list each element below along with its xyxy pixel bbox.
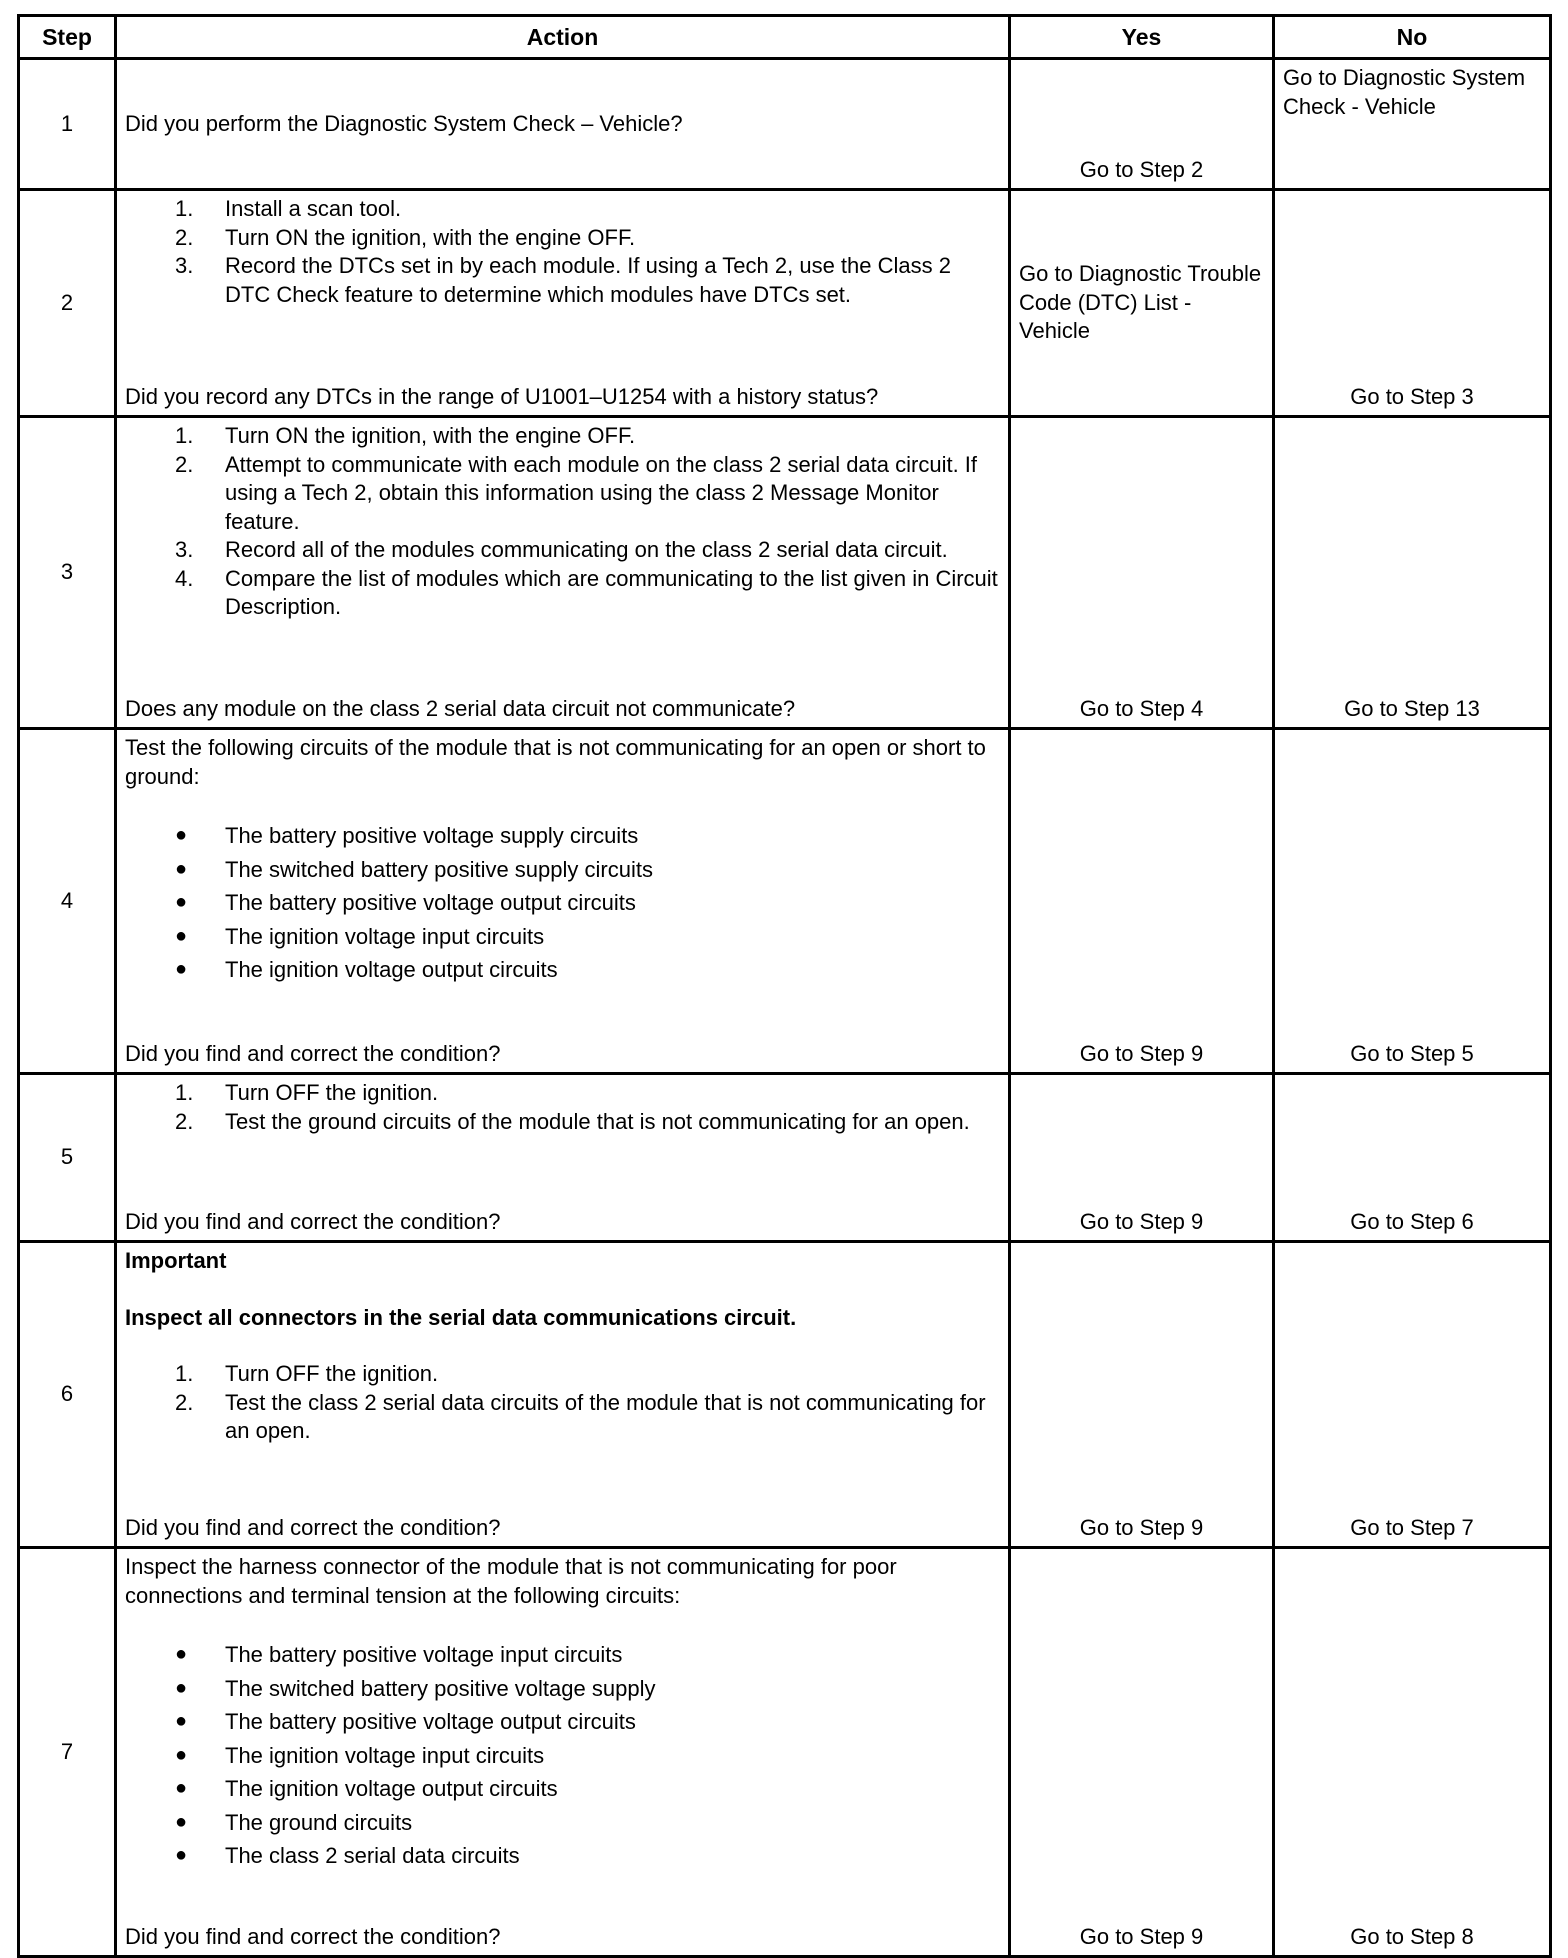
header-no: No: [1274, 16, 1551, 59]
list-item: ● The ground circuits: [175, 1809, 413, 1835]
step-number: 7: [19, 1548, 116, 1957]
step-number: 1: [19, 59, 116, 190]
table-row: [19, 1074, 1551, 1242]
list-item: 1. Turn OFF the ignition.: [175, 1361, 439, 1386]
list-item: 3. Record the DTCs set in by each module. If using a Tech 2, use the Class 2 DTC Check feature to determine which modules have DTCs set.: [175, 253, 951, 307]
list-item: ● The battery positive voltage output circuits: [175, 890, 636, 915]
list-item: 1. Install a scan tool.: [175, 196, 402, 221]
list-item: 3. Record all of the modules communicating on the class 2 serial data circuit.: [175, 537, 948, 562]
diagnostic-table: [17, 14, 1552, 1958]
table-row: [19, 417, 1551, 729]
step-number: 3: [19, 417, 116, 729]
no-cell: Go to Diagnostic System Check - Vehicle: [1274, 59, 1551, 190]
yes-cell: Go to Step 9: [1010, 1242, 1274, 1548]
step-number: 5: [19, 1074, 116, 1242]
action-cell: [116, 1548, 1010, 1957]
list-item: 2. Test the class 2 serial data circuits of the module that is not communicating for an open.: [175, 1389, 986, 1443]
question-text: Did you record any DTCs in the range of U1001–U1254 with a history status?: [125, 383, 879, 409]
header-row: [19, 16, 1551, 59]
step-number: 6: [19, 1242, 116, 1548]
yes-cell: Go to Diagnostic Trouble Code (DTC) List - Vehicle: [1010, 190, 1274, 417]
table-row: [19, 190, 1551, 417]
list-item: ● The battery positive voltage output circuits: [175, 1709, 636, 1734]
list-item: ● The ignition voltage input circuits: [175, 1742, 545, 1768]
list-item: 2. Turn ON the ignition, with the engine OFF.: [175, 224, 636, 250]
question-text: Did you find and correct the condition?: [125, 1923, 501, 1949]
step-number: 2: [19, 190, 116, 417]
action-cell: [116, 190, 1010, 417]
no-cell: Go to Step 7: [1274, 1242, 1551, 1548]
intro-text: Inspect the harness connector of the module that is not communicating for poor connections and terminal tension at the following circuits:: [125, 1554, 897, 1608]
no-cell: Go to Step 5: [1274, 729, 1551, 1074]
table-row: [19, 729, 1551, 1074]
question-text: Does any module on the class 2 serial data circuit not communicate?: [125, 695, 796, 721]
bullet-list: [125, 819, 1000, 987]
step-number: 4: [19, 729, 116, 1074]
important-label: Important: [125, 1248, 227, 1273]
list-item: 4. Compare the list of modules which are communicating to the list given in Circuit Description.: [175, 565, 998, 619]
question-text: Did you find and correct the condition?: [125, 1514, 501, 1540]
numbered-list: [125, 195, 1000, 309]
table-row: [19, 1548, 1551, 1957]
action-cell: [116, 729, 1010, 1074]
header-yes: Yes: [1010, 16, 1274, 59]
yes-cell: Go to Step 2: [1010, 59, 1274, 190]
action-cell: [116, 59, 1010, 190]
list-item: 1. Turn ON the ignition, with the engine OFF.: [175, 423, 636, 448]
no-cell: Go to Step 6: [1274, 1074, 1551, 1242]
question-text: Did you perform the Diagnostic System Check – Vehicle?: [125, 110, 683, 136]
list-item: ● The class 2 serial data circuits: [175, 1843, 520, 1868]
list-item: ● The ignition voltage output circuits: [175, 957, 558, 982]
important-note: Inspect all connectors in the serial data communications circuit.: [125, 1304, 797, 1330]
numbered-list: [125, 1360, 1000, 1446]
yes-cell: Go to Step 9: [1010, 1548, 1274, 1957]
yes-cell: Go to Step 9: [1010, 1074, 1274, 1242]
action-cell: [116, 1242, 1010, 1548]
list-item: ● The switched battery positive voltage supply: [175, 1675, 656, 1701]
list-item: ● The ignition voltage input circuits: [175, 923, 545, 949]
header-step: Step: [19, 16, 116, 59]
action-cell: [116, 417, 1010, 729]
table-row: [19, 59, 1551, 190]
question-text: Did you find and correct the condition?: [125, 1208, 501, 1234]
list-item: 1. Turn OFF the ignition.: [175, 1080, 439, 1105]
header-action: Action: [116, 16, 1010, 59]
list-item: ● The battery positive voltage input circuits: [175, 1642, 623, 1667]
list-item: ● The battery positive voltage supply circuits: [175, 823, 639, 848]
yes-cell: Go to Step 9: [1010, 729, 1274, 1074]
numbered-list: [125, 1079, 1000, 1136]
yes-cell: Go to Step 4: [1010, 417, 1274, 729]
no-cell: Go to Step 8: [1274, 1548, 1551, 1957]
numbered-list: [125, 422, 1000, 622]
list-item: ● The switched battery positive supply circuits: [175, 856, 653, 882]
list-item: 2. Test the ground circuits of the module that is not communicating for an open.: [175, 1108, 970, 1134]
action-cell: [116, 1074, 1010, 1242]
table-row: [19, 1242, 1551, 1548]
intro-text: Test the following circuits of the module that is not communicating for an open or short to ground:: [125, 735, 986, 789]
list-item: 2. Attempt to communicate with each module on the class 2 serial data circuit. If using a Tech 2, obtain this information using the class 2 Message Monitor feature.: [175, 451, 978, 534]
list-item: ● The ignition voltage output circuits: [175, 1776, 558, 1801]
no-cell: Go to Step 13: [1274, 417, 1551, 729]
no-cell: Go to Step 3: [1274, 190, 1551, 417]
question-text: Did you find and correct the condition?: [125, 1040, 501, 1066]
bullet-list: [125, 1638, 1000, 1873]
